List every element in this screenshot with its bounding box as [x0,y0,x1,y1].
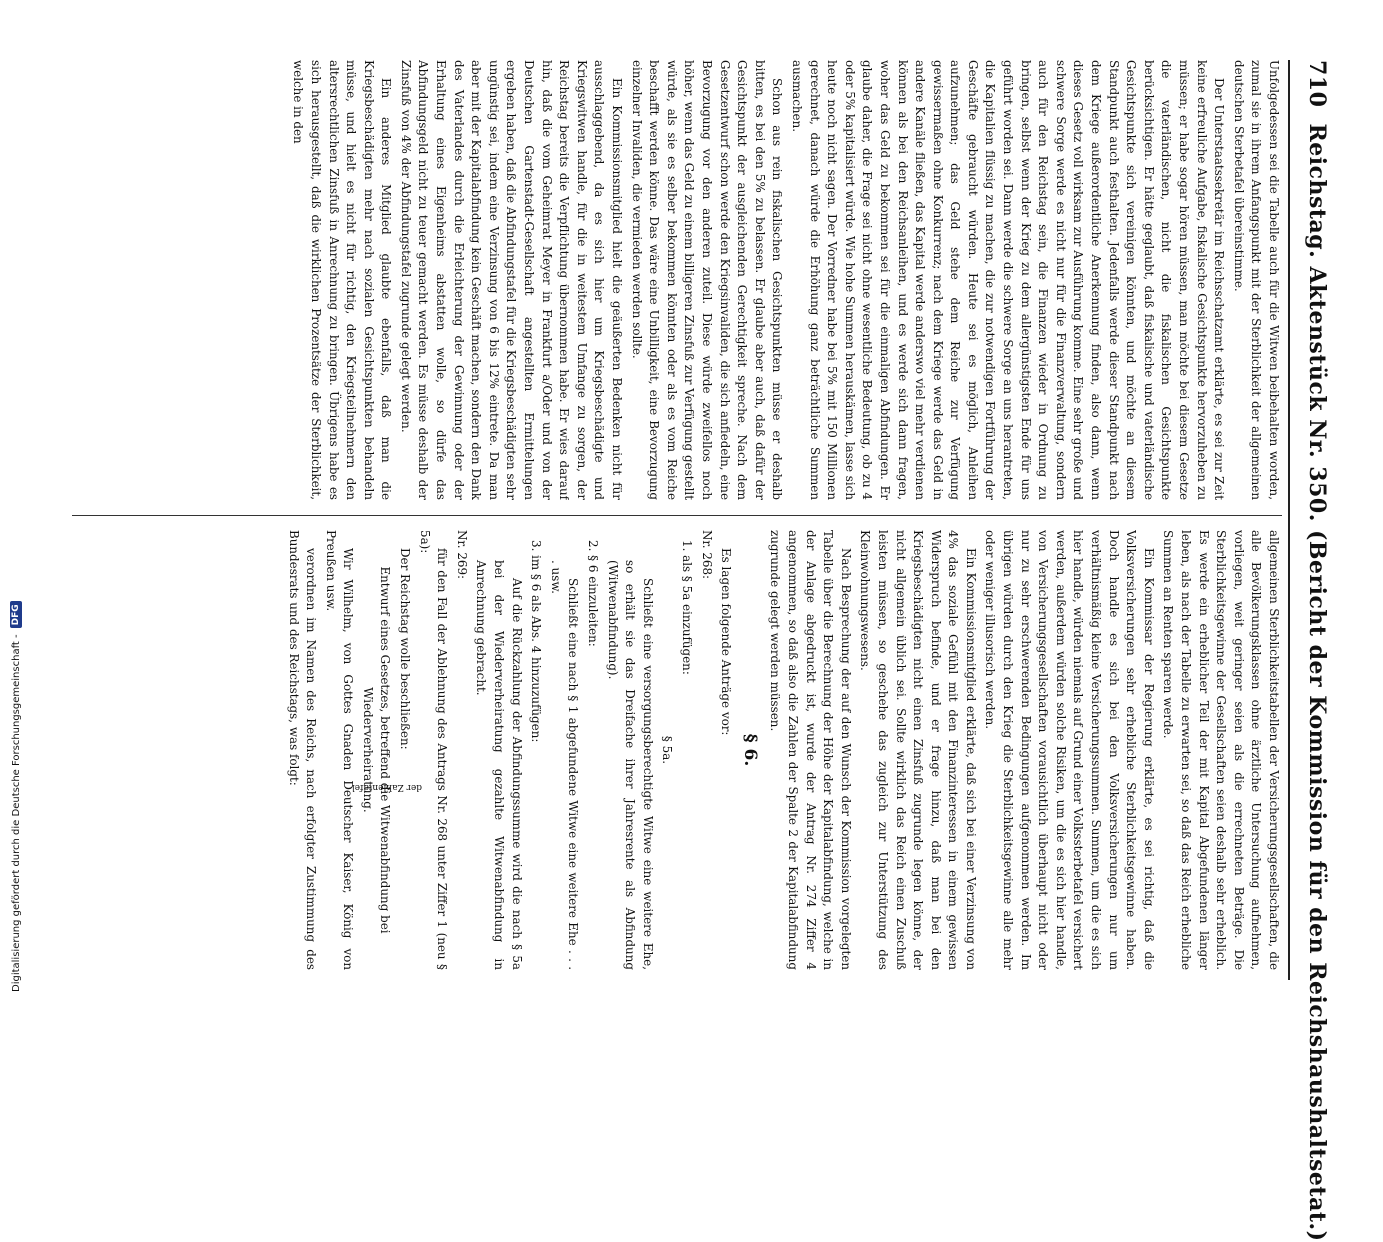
paragraph: Wir Wilhelm, von Gottes Gnaden Deutscher Kaiser, König von Preußen usw. [323,530,356,970]
footer-credit: Digitalisierung gefördert durch die Deutsche Forschungsgemeinschaft - [10,634,22,992]
paragraph: Es lagen folgende Anträge vor: [719,548,734,736]
list-item: 2. § 6 einzuleiten: [586,540,601,647]
paragraph: Ein Kommissionsmitglied hielt die geäußerten Bedenken nicht für ausschlaggebend, da es sich hier um Kriegsbeschädigte und Kriegswitwen handle, für die in weitestem Umfange zu sorgen, der Reichstag bereits die Verpflichtung übernommen habe. Er wies darauf hin, daß die vom Geheimrat Meyer in Frankfurt a/Oder und von der Deutschen Gartenstadt-Gesellschaft angestellten Ermittelungen ergeben haben, daß die Abfindungstafel für die Kriegsbeschädigten sehr ungünstig sei, indem eine Verzinsung von 6 bis 12% eintrete. Da man aber mit der Kapitalabfindung kein Geschäft machen, sondern den Dank des Vaterlandes durch die Erleichterung der Gewinnung oder der Erhaltung eines Eigenheims abstatten wolle, so dürfe das Abfindungsgeld nicht zu teuer gemacht werden. Es müsse deshalb der Zinsfuß von 4% der Abfindungstafel zugrunde gelegt werden. [398,60,625,500]
paragraph: Der Reichstag wolle beschließen: [398,548,413,750]
centered-line: § 5a. [660,735,675,765]
paragraph: Ein Kommissar der Regierung erklärte, es sei richtig, daß die Volksversicherungen sehr erhebliche Sterblichkeitsgewinne haben. Doch handle es sich bei den Volksversicherungen nur um verhältnismäßig kleine Versicherungssummen. Summen, um die es sich hier handle, würden niemals auf Grund einer Volkssterbetafel versichert werden, außerdem würden solche Risiken, um die es sich hier handle, von Versicherungsgesellschaften vorausichtlich überhaupt nicht oder nur zu sehr erschwerenden Bedingungen aufgenommen werden. Im übrigen würden durch den Krieg die Sterblichkeitsgewinne alle mehr oder weniger illusorisch werden. [983,530,1156,970]
page-number: 710 [1304,60,1330,108]
left-column [72,60,1282,500]
paragraph: Der Unterstaatssekretär im Reichsschatzamt erklärte, es sei zur Zeit keine erfreuliche Aufgabe, fiskalische Gesichtspunkte hervorzuheben zu müssen; er habe sogar hören müssen, man möchte bei diesem Gesetze die vaterländischen, nicht die fiskalischen Gesichtspunkte berücksichtigen. Er hätte geglaubt, daß fiskalische und vaterländische Gesichtspunkte sich vereinigen könnten, und möchte an diesem Standpunkt auch festhalten. Jedenfalls werde dieser Standpunkt nach dem Kriege außerordentliche Anerkennung finden, also dann, wenn dieses Gesetz voll wirksam zur Ausführung komme. Eine sehr große und schwere Sorge werde es nicht nur für die Finanzverwaltung, sondern auch für den Reichstag sein, die Finanzen wieder in Ordnung zu bringen, selbst wenn der Krieg zu dem allergünstigsten Ende für uns geführt worden sei. Dann werde die schwere Sorge an uns herantreten, die Kapitalien flüssig zu machen, die zur notwendigen Fortführung der Geschäfte gebraucht würden. Heute sei es möglich, Anleihen aufzunehmen; das Geld stehe dem Reiche zur Verfügung gewissermaßen ohne Konkurrenz; nach dem Kriege werde das Geld in andere Kanäle fließen, das Kapital werde anderswo viel mehr verdienen können als bei den Reichsanleihen, und es werde sich dann fragen, woher das Geld zu bekommen sei für die einmaligen Abfindungen. Er glaube daher, die Frage sei nicht ohne wesentliche Bedeutung, ob zu 4 oder 5% kapitalisiert würde. Wie hohe Summen herauskämen, lasse sich heute noch nicht sagen. Der Vorredner habe bei 5% mit 150 Millionen gerechnet, danach würde die Erhöhung ganz beträchtliche Summen ausmachen. [789,60,1227,500]
paragraph: Nr. 268: [699,530,714,580]
paragraph: Ein anderes Mitglied glaubte ebenfalls, daß man die Kriegsbeschädigten mehr nach sozialen Gesichtspunkten behandeln müsse, und hielt es nicht für richtig, den Kriegsteilnehmern den altersrechtlichen Zinsfuß in Anrechnung zu bringen. Übrigens habe es sich herausgestellt, daß die wirklichen Prozentsätze der Sterblichkeit, welche in den [291,60,394,500]
centered-line: Entwurf eines Gesetzes, betreffend die Witwenabfindung bei Wiederverheiratung. [360,566,393,934]
paragraph: Ein Kommissionsmitglied erklärte, daß sich bei einer Verzinsung von 4% das soziale Gefühl mit den Finanzinteressen in einem gewissen Widerspruch befinde, und er frage hinzu, daß man bei den Kriegsbeschädigten nicht einen Zinsfuß zugrunde legen könne, der nicht allgemein üblich sei. Sollte wirklich das Reich einen Zuschuß leisten müssen, so geschehe das zugleich zur Unterstützung des Kleinwohnungswesens. [858,530,978,970]
paragraph: allgemeinen Sterblichkeitstabellen der Versicherungsgesellschaften, die alle Bevölkerungsklassen ohne ärztliche Untersuchung aufnehmen, vorliegen, weit geringer seien als die errechneten Beträge. Die Sterblichkeitsgewinne der Gesellschaften seien deshalb sehr erheblich. Es werde ein erheblicher Teil der mit Kapital Abgefundenen länger leben, als nach der Tabelle zu erwarten sei, so daß das Reich erhebliche Summen an Renten sparen werde. [1161,530,1281,970]
header-rule [1288,60,1290,980]
list-item: 1. als § 5a einzufügen: [680,540,694,675]
right-column [72,530,1282,970]
list-item: 3. im § 6 als Abs. 4 hinzuzufügen: [529,540,544,743]
paragraph: Unfolgedessen sei die Tabelle auch für die Witwen beibehalten worden, zumal sie in ihrem Anfangspunkt mit der Sterblichkeit der allgemeinen deutschen Sterbetafel übereinstimme. [1231,60,1281,500]
dfg-logo-icon: DFG [10,601,22,628]
column-divider [72,515,1282,516]
footer [10,601,22,992]
paragraph: Nach Besprechung der auf den Wunsch der Kommission vorgelegten Tabelle über die Berechnung der Höhe der Kapitalabfindung, welche in der Anlage abgedruckt ist, wurde der Antrag Nr. 274 Ziffer 4 angenommen, so daß also die Zahlen der Spalte 2 der Kapitalabfindung zugrunde gelegt werden müssen. [768,530,853,970]
scanned-page [60,60,1330,1242]
paragraph: für den Fall der Ablehnung des Antrags Nr. 268 unter Ziffer 1 (neu § 5a): [417,530,450,970]
margin-note: der Zahlentafel [351,782,422,792]
paragraph: Schließt eine versorgungsberechtigte Witwe eine weitere Ehe, so erhält sie das Dreifache ihrer Jahresrente als Abfindung (Witwenabfindung). [605,560,655,970]
paragraph: Nr. 269: [454,530,469,580]
paragraph: Schließt eine nach § 1 abgefundene Witwe eine weitere Ehe . . . . usw. [548,560,581,970]
section-heading: § 6. [739,733,760,767]
page-title: Reichstag. Aktenstück Nr. 350. (Bericht der Kommission für den Reichshaushaltsetat.) [1304,123,1330,1242]
paragraph: verordnen im Namen des Reichs, nach erfolgter Zustimmung des Bundesrats und des Reichstags, was folgt: [286,530,319,970]
paragraph: Schon aus rein fiskalischen Gesichtspunkten müsse er deshalb bitten, es bei den 5% zu belassen. Er glaube aber auch, daß dafür der Gesichtspunkt der ausgleichenden Gerechtigkeit spreche. Nach dem Gesetzentwurf schon werde den Kriegsinvaliden, die sich anfiedeln, eine Bevorzugung vor den anderen zuteil. Diese würde zweifellos noch höher, wenn das Geld zu einem billigeren Zinsfuß zur Verfügung gestellt würde, als sie es selber bekommen könnten oder als es vom Reiche beschafft werden könne. Das wäre eine Unbilligkeit, eine Bevorzugung einzelner Invaliden, die vermieden werden sollte. [629,60,785,500]
paragraph: Auf die Rückzahlung der Abfindungssumme wird die nach § 5a bei der Wiederverheiratung gezahlte Witwenabfindung in Anrechnung gebracht. [474,560,524,970]
page-header [1290,60,1330,1242]
